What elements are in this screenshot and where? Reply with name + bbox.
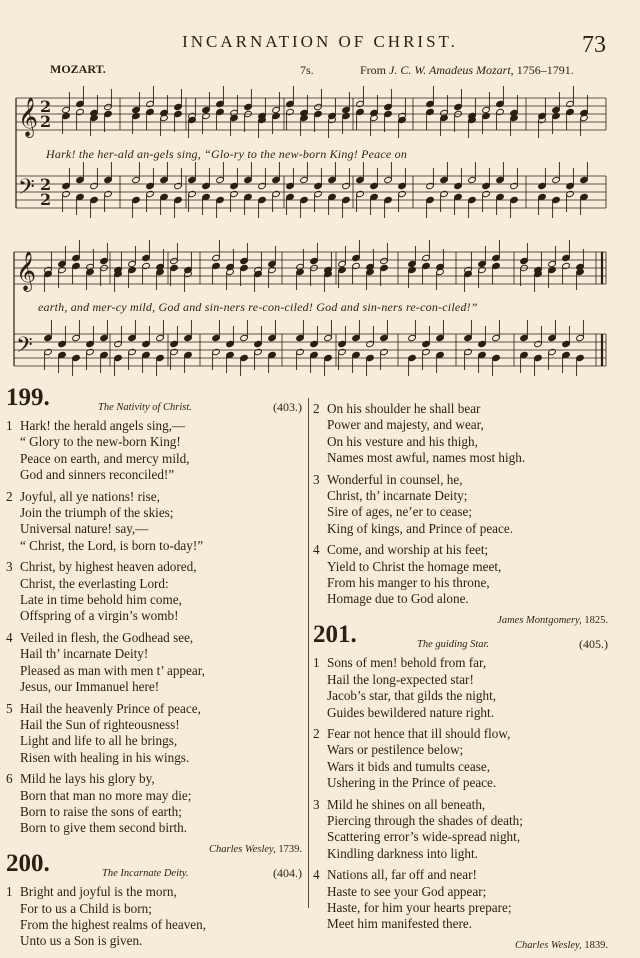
stanza-line: 1 Hark! the herald angels sing,— — [6, 418, 186, 433]
stanza-line: Haste to see your God appear; — [327, 883, 487, 899]
stanza-number: 2 — [313, 401, 320, 416]
stanza-line: Christ, th’ incarnate Deity; — [327, 488, 468, 504]
lyrics-line-1: Hark! the her-ald an-gels sing, “Glo-ry to the new-born King! Peace on — [46, 147, 408, 161]
column-divider — [308, 398, 309, 908]
stanza — [6, 489, 302, 555]
source-dates: 1756–1791. — [516, 63, 574, 77]
stanza — [313, 726, 608, 792]
music-score — [0, 0, 640, 395]
hymn-201-stanzas — [313, 655, 608, 933]
hymn-200-header — [6, 850, 302, 884]
stanza-line: Power and majesty, and wear, — [327, 417, 484, 433]
hymn-201-header — [313, 621, 608, 655]
stanza — [313, 542, 608, 608]
stanza — [313, 797, 608, 863]
stanza-line: Names most awful, names most high. — [327, 450, 526, 466]
stanza — [313, 867, 608, 933]
stanza-line: Hail th’ incarnate Deity! — [20, 646, 149, 662]
stanza-line: Hail the Sun of righteousness! — [20, 716, 180, 732]
stanza-number: 3 — [6, 559, 13, 575]
stanza — [6, 884, 302, 950]
stanza-line: Jacob’s star, that gilds the night, — [327, 688, 497, 704]
hymn-number: 201. — [313, 621, 357, 649]
stanza-number: 4 — [313, 542, 320, 558]
stanza — [313, 401, 608, 467]
stanza-line: Meet him manifested there. — [327, 916, 473, 932]
stanza-line: Light and life to all he brings, — [20, 733, 178, 749]
tune-meter: 7s. — [300, 63, 314, 77]
stanza-line: Join the triumph of the skies; — [20, 505, 174, 521]
svg-text:𝄢: 𝄢 — [18, 175, 35, 205]
stanza-number: 1 — [6, 418, 13, 433]
stanza-line: “ Christ, the Lord, is born to-day!” — [20, 537, 204, 553]
hymn-199-header — [6, 384, 302, 418]
stanza-line: 3 Wonderful in counsel, he, — [313, 471, 463, 487]
stanza-line: Late in time behold him come, — [20, 592, 182, 608]
stanza-line: Ushering in the Prince of peace. — [327, 775, 497, 791]
stanza-line: From his manger to his throne, — [327, 575, 490, 591]
stanza-line: Jesus, our Immanuel here! — [20, 679, 160, 695]
stanza-line: Wars or pestilence below; — [327, 742, 464, 758]
hymn-title: The Incarnate Deity. — [102, 868, 189, 880]
stanza-line: 2 Fear not hence that ill should flow, — [313, 725, 511, 741]
stanza — [6, 701, 302, 767]
stanza-line: Peace on earth, and mercy mild, — [20, 450, 190, 466]
stanza-line: Scattering error’s wide-spread night, — [327, 829, 521, 845]
stanza-line: Born to raise the sons of earth; — [20, 803, 182, 819]
hymn-number: 200. — [6, 850, 50, 878]
hymn-200-stanzas-right — [313, 401, 608, 608]
stanza-line: Christ, the everlasting Lord: — [20, 575, 169, 591]
left-column — [6, 384, 302, 955]
hymn-title: The guiding Star. — [417, 639, 490, 651]
svg-text:2: 2 — [40, 97, 52, 116]
stanza-line: Yield to Christ the homage meet, — [327, 558, 502, 574]
stanza-line: Haste, for him your hearts prepare; — [327, 899, 512, 915]
stanza-line: Offspring of a virgin’s womb! — [20, 608, 179, 624]
stanza-line: Guides bewildered nature right. — [327, 704, 494, 720]
stanza — [6, 771, 302, 837]
right-column — [313, 401, 608, 958]
svg-text:𝄞: 𝄞 — [18, 97, 39, 137]
stanza-number: 1 — [313, 655, 320, 671]
svg-text:2: 2 — [40, 190, 52, 209]
svg-text:𝄞: 𝄞 — [16, 251, 37, 291]
stanza-line: 5 Hail the heavenly Prince of peace, — [6, 700, 201, 716]
stanza-line: God and sinners reconciled!” — [20, 467, 175, 483]
svg-text:2: 2 — [40, 175, 52, 194]
stanza-line: Homage due to God alone. — [327, 591, 469, 607]
hymn-200-stanzas-left — [6, 884, 302, 950]
stanza-line: Unto us a Son is given. — [20, 933, 143, 949]
stanza-line: 3 Christ, by highest heaven adored, — [6, 559, 197, 575]
stanza-line: 2 On his shoulder he shall bear — [313, 401, 481, 416]
stanza-number: 4 — [313, 867, 320, 883]
stanza — [6, 630, 302, 696]
stanza-line: Born to give them second birth. — [20, 820, 188, 836]
stanza-line: 1 Bright and joyful is the morn, — [6, 884, 177, 900]
stanza-line: Wars it bids and tumults cease, — [327, 758, 491, 774]
stanza-line: King of kings, and Prince of peace. — [327, 520, 514, 536]
stanza-line: Sire of ages, ne’er to cease; — [327, 504, 472, 520]
hymn-number: 199. — [6, 384, 50, 411]
stanza-line: Risen with healing in his wings. — [20, 749, 190, 765]
stanza-line: 1 Sons of men! behold from far, — [313, 655, 487, 671]
hymn-title: The Nativity of Christ. — [98, 402, 192, 413]
stanza-line: 4 Nations all, far off and near! — [313, 867, 477, 883]
stanza-line: 4 Come, and worship at his feet; — [313, 542, 489, 558]
stanza-line: On his vesture and his thigh, — [327, 433, 478, 449]
stanza-line: Universal nature! say,— — [20, 521, 149, 537]
stanza-number: 4 — [6, 629, 13, 645]
stanza-line: 4 Veiled in flesh, the Godhead see, — [6, 629, 194, 645]
hymn-200-author: James Montgomery, 1825. — [497, 614, 608, 626]
hymn-199-stanzas — [6, 418, 302, 837]
stanza-number: 2 — [313, 725, 320, 741]
stanza-number: 1 — [6, 884, 13, 900]
lyrics-line-2: earth, and mer-cy mild, God and sin-ners re-con-ciled! God and sin-ners re-con-ciled!” — [38, 300, 478, 314]
stanza-number: 6 — [6, 771, 13, 787]
stanza-line: 6 Mild he lays his glory by, — [6, 771, 155, 787]
stanza-line: From the highest realms of heaven, — [20, 916, 207, 932]
stanza-line: 3 Mild he shines on all beneath, — [313, 796, 486, 812]
hymn-201-author: Charles Wesley, 1839. — [515, 939, 608, 951]
stanza-line: For to us a Child is born; — [20, 900, 152, 916]
stanza-line: 2 Joyful, all ye nations! rise, — [6, 488, 160, 504]
stanza-line: Kindling darkness into light. — [327, 845, 478, 861]
svg-text:2: 2 — [40, 112, 52, 131]
stanza — [6, 418, 302, 484]
stanza-number: 3 — [313, 471, 320, 487]
stanza-number: 5 — [6, 700, 13, 716]
hymn-199-author: Charles Wesley, 1739. — [209, 843, 302, 855]
hymn-ref: (405.) — [579, 637, 608, 652]
svg-text:𝄢: 𝄢 — [16, 333, 33, 363]
stanza-line: Piercing through the shades of death; — [327, 812, 523, 828]
hymn-ref: (403.) — [273, 400, 302, 414]
stanza-number: 3 — [313, 796, 320, 812]
stanza-line: Born that man no more may die; — [20, 787, 192, 803]
stanza-line: Hail the long-expected star! — [327, 671, 474, 687]
stanza — [313, 655, 608, 721]
stanza-line: Pleased as man with men t’ appear, — [20, 662, 205, 678]
source-prefix: From — [360, 63, 387, 77]
stanza-number: 2 — [6, 488, 13, 504]
stanza — [313, 472, 608, 538]
stanza — [6, 559, 302, 625]
tune-name: MOZART. — [50, 62, 106, 76]
stanza-line: “ Glory to the new-born King! — [20, 434, 181, 450]
hymn-ref: (404.) — [273, 866, 302, 881]
page-header-title: INCARNATION OF CHRIST. — [182, 32, 458, 51]
source-composer: J. C. W. Amadeus Mozart, — [389, 63, 514, 77]
page-number: 73 — [582, 32, 606, 58]
